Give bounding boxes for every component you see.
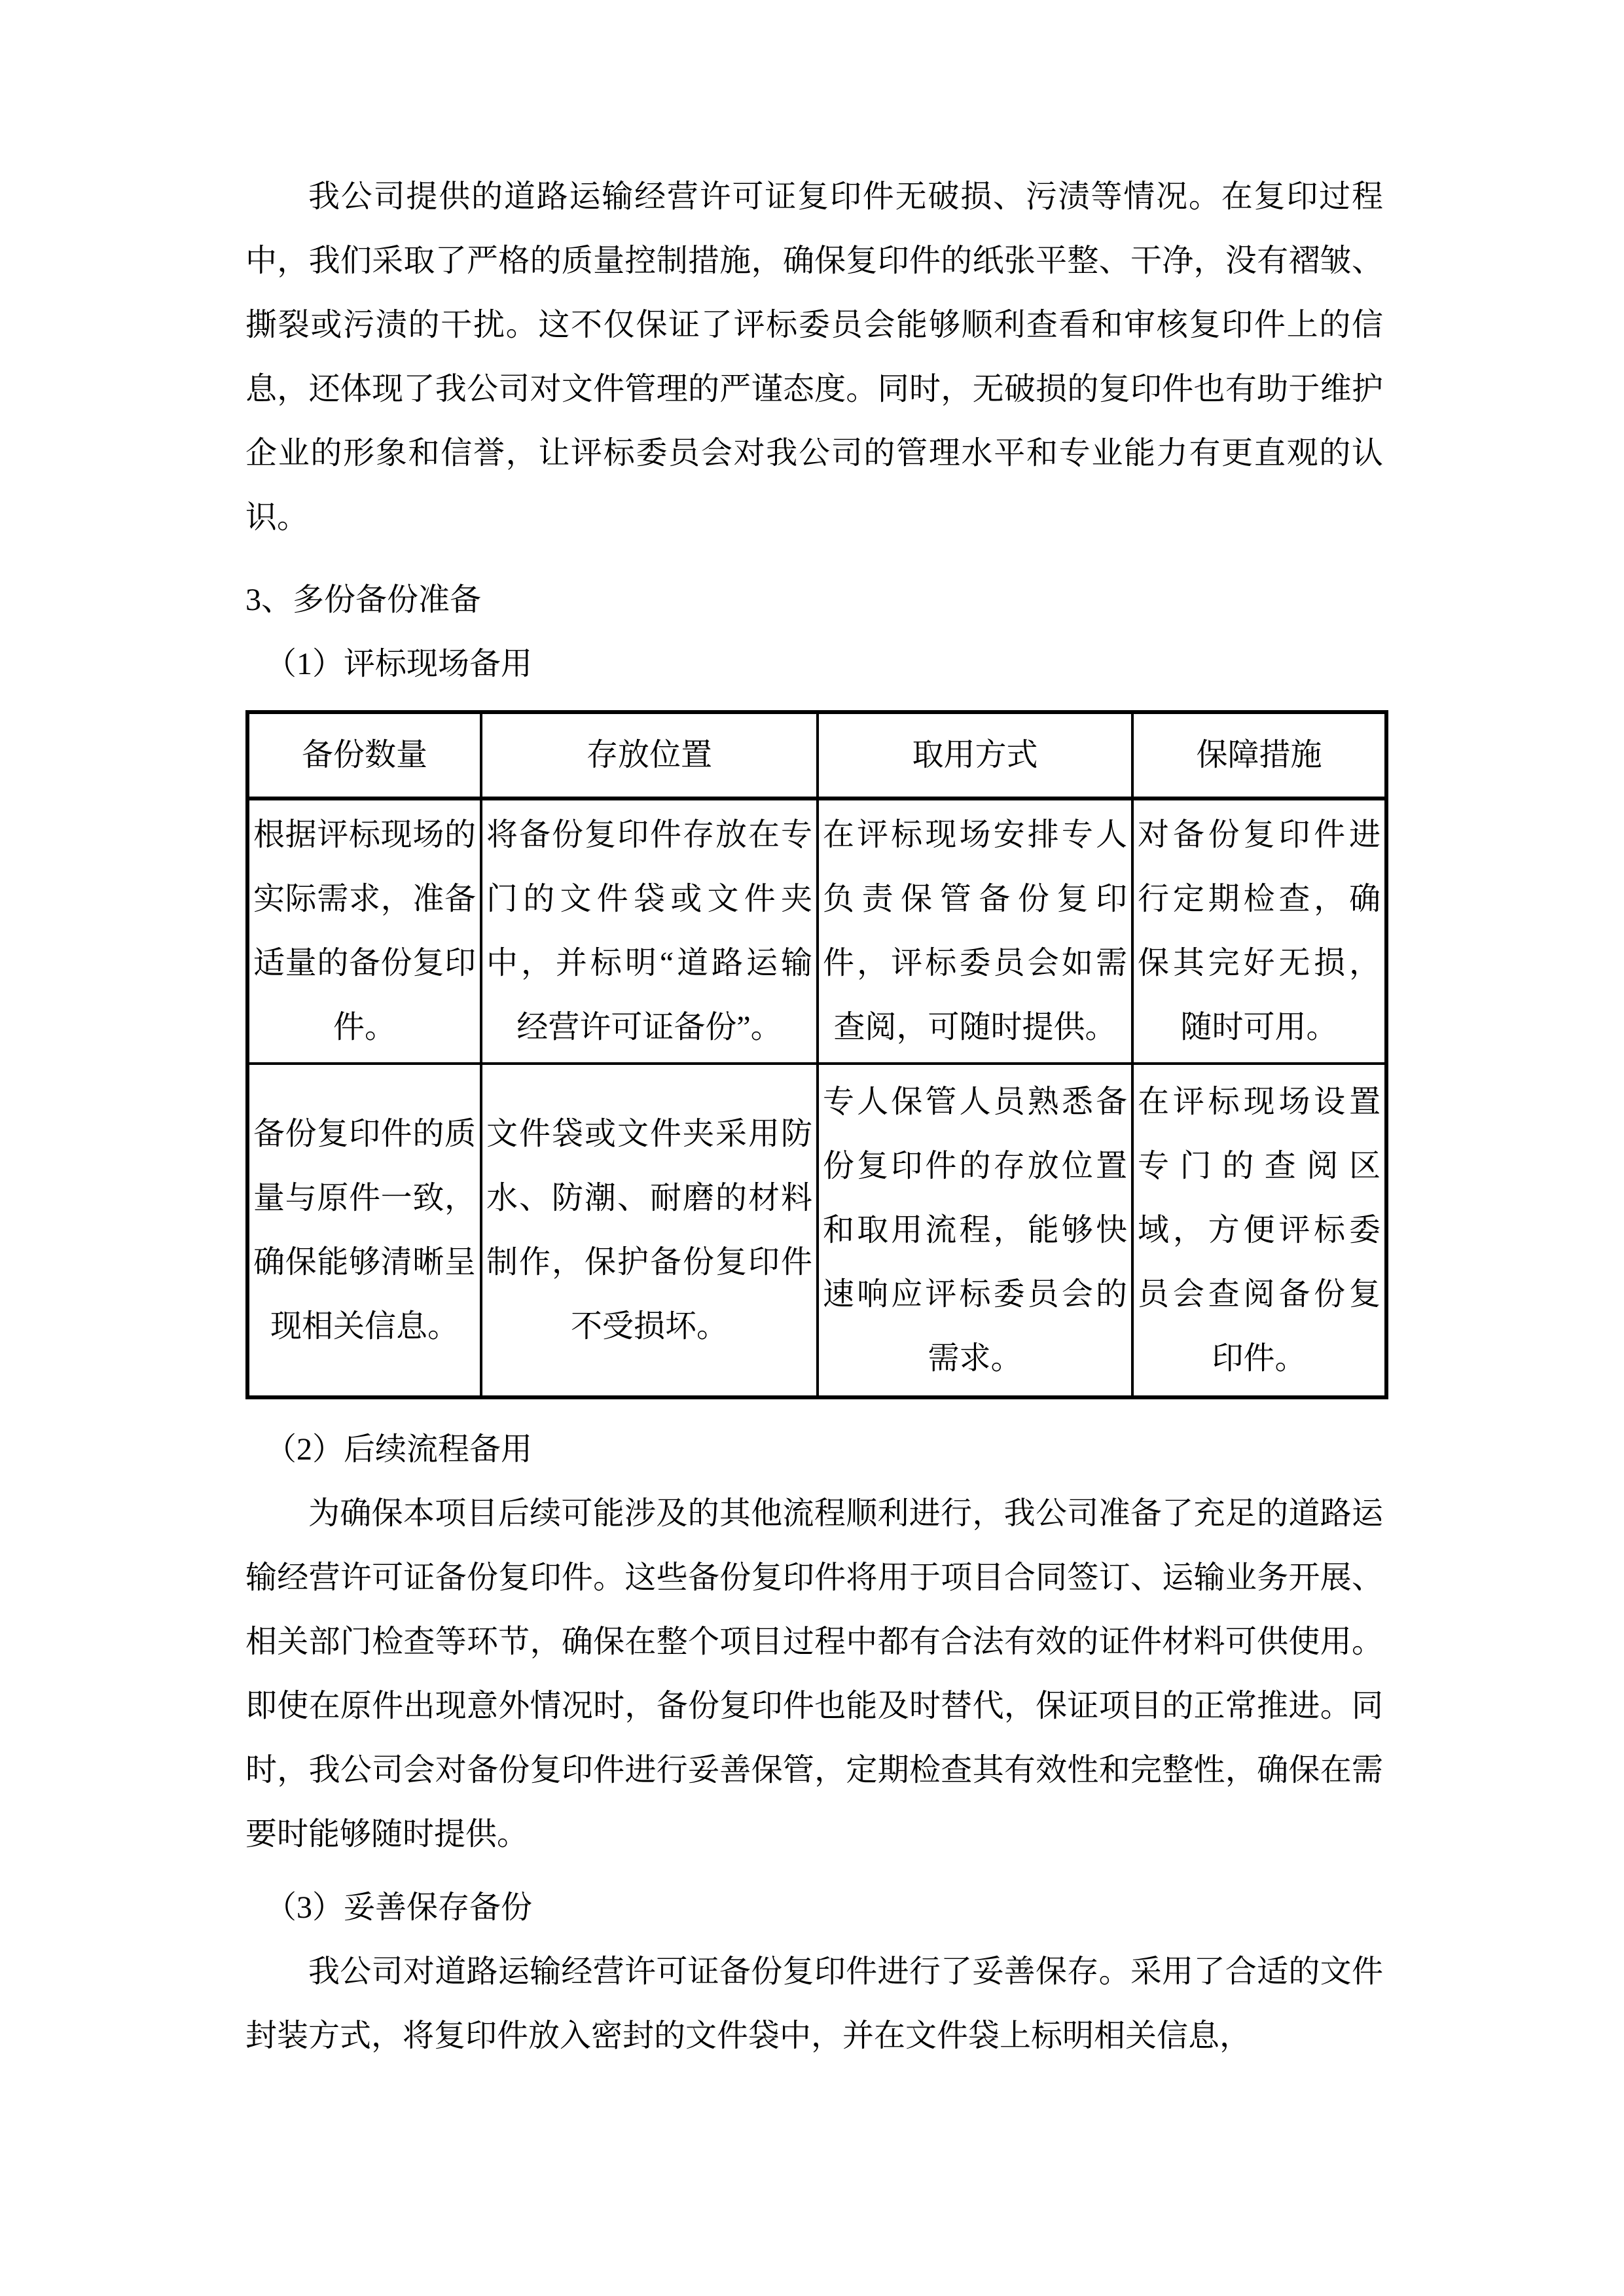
table-row: [247, 798, 1386, 1064]
heading-sub-3-proper-storage: （3）妥善保存备份: [265, 1890, 533, 1925]
table-row: [247, 1064, 1386, 1397]
backup-measures-table: [245, 710, 1388, 1399]
paragraph-proper-storage: 我公司对道路运输经营许可证备份复印件进行了妥善保存。采用了合适的文件封装方式，将复印件放入密封的文件袋中，并在文件袋上标明相关信息，: [245, 1954, 1383, 2053]
table-cell-safeguard-2: 在评标现场设置专门的查阅区域，方便评标委员会查阅备份复印件。: [1132, 1064, 1386, 1397]
header-cell-storage-location: 存放位置: [481, 712, 818, 798]
table-cell-quantity-1: 根据评标现场的实际需求，准备适量的备份复印件。: [247, 798, 481, 1064]
header-cell-backup-quantity: 备份数量: [247, 712, 481, 798]
header-cell-safeguard-measures: 保障措施: [1132, 712, 1386, 798]
heading-section-3-multiple-backups: 3、多份备份准备: [245, 583, 482, 617]
paragraph-copy-quality: 我公司提供的道路运输经营许可证复印件无破损、污渍等情况。在复印过程中，我们采取了严格的质量控制措施，确保复印件的纸张平整、干净，没有褶皱、撕裂或污渍的干扰。这不仅保证了评标委员会能够顺利查看和审核复印件上的信息，还体现了我公司对文件管理的严谨态度。同时，无破损的复印件也有助于维护企业的形象和信誉，让评标委员会对我公司的管理水平和专业能力有更直观的认识。: [245, 179, 1383, 535]
table-cell-safeguard-1: 对备份复印件进行定期检查，确保其完好无损，随时可用。: [1132, 798, 1386, 1064]
table-cell-access-1: 在评标现场安排专人负责保管备份复印件，评标委员会如需查阅，可随时提供。: [818, 798, 1132, 1064]
header-cell-access-method: 取用方式: [818, 712, 1132, 798]
table-header-row: [247, 712, 1386, 798]
heading-sub-1-onsite-backup: （1）评标现场备用: [265, 647, 533, 681]
paragraph-followup-process: 为确保本项目后续可能涉及的其他流程顺利进行，我公司准备了充足的道路运输经营许可证备份复印件。这些备份复印件将用于项目合同签订、运输业务开展、相关部门检查等环节，确保在整个项目过程中都有合法有效的证件材料可供使用。即使在原件出现意外情况时，备份复印件也能及时替代，保证项目的正常推进。同时，我公司会对备份复印件进行妥善保管，定期检查其有效性和完整性，确保在需要时能够随时提供。: [245, 1496, 1383, 1852]
table-cell-quantity-2: 备份复印件的质量与原件一致，确保能够清晰呈现相关信息。: [247, 1064, 481, 1397]
table-cell-storage-1: 将备份复印件存放在专门的文件袋或文件夹中，并标明“道路运输经营许可证备份”。: [481, 798, 818, 1064]
table-cell-access-2: 专人保管人员熟悉备份复印件的存放位置和取用流程，能够快速响应评标委员会的需求。: [818, 1064, 1132, 1397]
table-cell-storage-2: 文件袋或文件夹采用防水、防潮、耐磨的材料制作，保护备份复印件不受损坏。: [481, 1064, 818, 1397]
heading-sub-2-followup-backup: （2）后续流程备用: [265, 1432, 533, 1467]
